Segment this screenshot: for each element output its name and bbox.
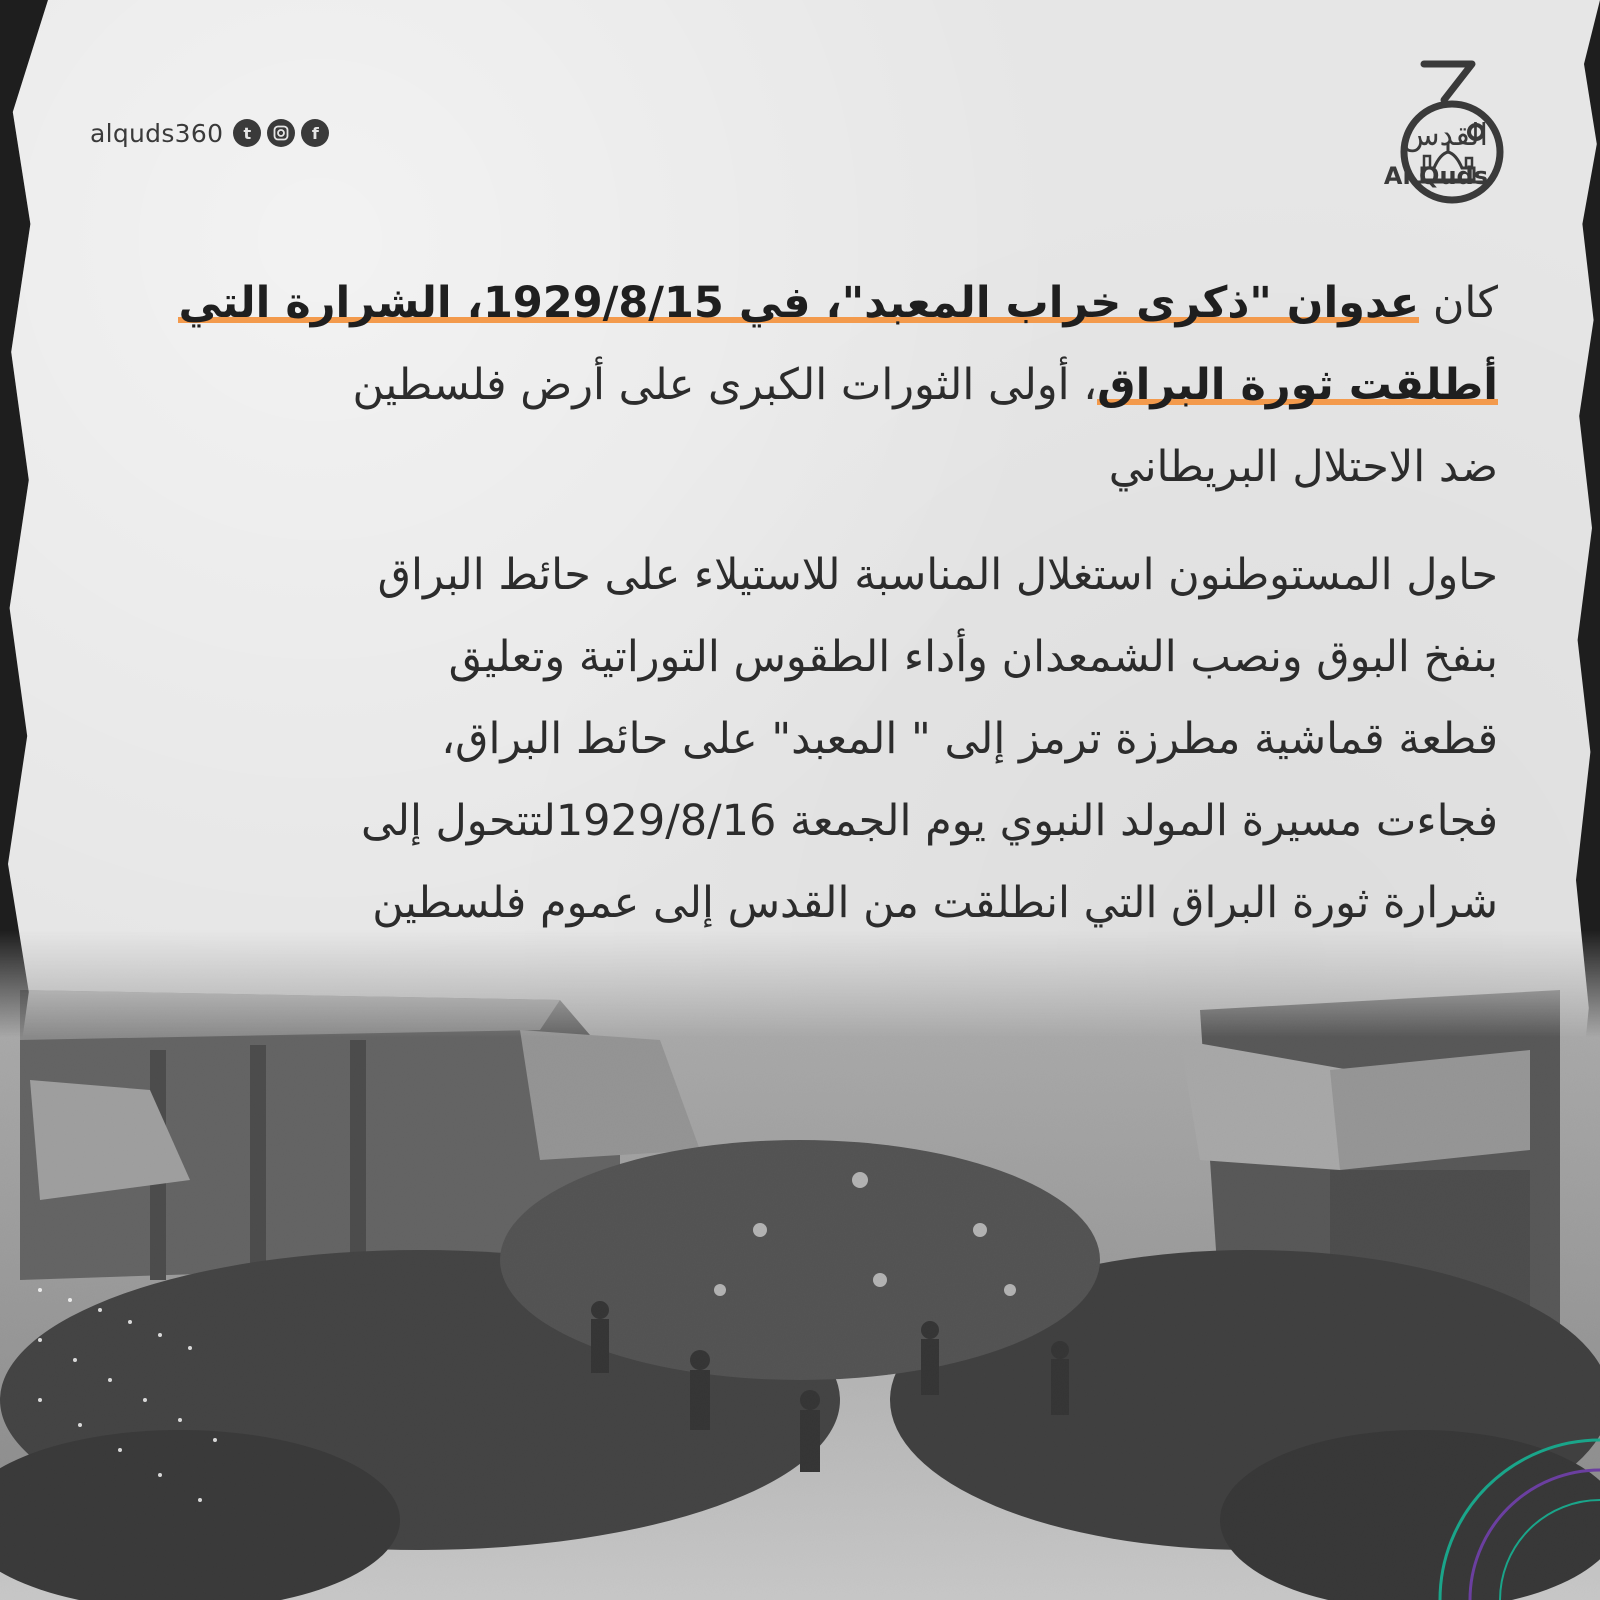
detail-line-5: شرارة ثورة البراق التي انطلقت من القدس إلى عموم فلسطين (372, 878, 1498, 928)
detail-line-1: حاول المستوطنون استغلال المناسبة للاستيلاء على حائط البراق (377, 550, 1498, 600)
intro-text: كان (1419, 278, 1498, 328)
decorative-arcs (1380, 1380, 1600, 1600)
highlighted-phrase-buraq: أطلقت ثورة البراق (1097, 360, 1498, 410)
detail-line-2: بنفخ البوق ونصب الشمعدان وأداء الطقوس التوراتية وتعليق (448, 632, 1498, 682)
highlight-text-end: ، الشرارة التي (178, 278, 483, 328)
facebook-icon[interactable]: f (301, 119, 329, 147)
social-bar (90, 116, 329, 150)
detail-text: فجاءت مسيرة المولد النبوي يوم الجمعة (789, 796, 1498, 846)
highlight-text: عدوان "ذكرى خراب المعبد"، في (738, 278, 1420, 328)
date-15-aug-1929: 1929/8/15 (482, 278, 724, 328)
highlighted-phrase (178, 278, 1419, 328)
instagram-icon[interactable] (267, 119, 295, 147)
intro-line-1 (90, 262, 1498, 344)
historical-crowd-photo (0, 930, 1600, 1600)
social-handle: alquds360 (90, 118, 224, 148)
intro-line-2 (90, 344, 1498, 426)
brand-name-arabic: القدس (1402, 118, 1488, 153)
intro-paragraph (90, 262, 1498, 508)
detail-line-4 (90, 780, 1498, 862)
twitter-icon[interactable]: t (233, 119, 261, 147)
detail-line-3: قطعة قماشية مطرزة ترمز إلى " المعبد" على حائط البراق، (441, 714, 1498, 764)
crowd-photo-illustration (0, 930, 1600, 1600)
detail-paragraph (90, 534, 1498, 944)
intro-line-3: ضد الاحتلال البريطاني (1108, 442, 1498, 492)
date-16-aug-1929: 1929/8/16 (555, 796, 777, 846)
brand-name-english: Al Quds (1383, 162, 1488, 190)
detail-text-end: لتتحول إلى (361, 796, 556, 846)
intro-text-cont: ، أولى الثورات الكبرى على أرض فلسطين (352, 360, 1098, 410)
